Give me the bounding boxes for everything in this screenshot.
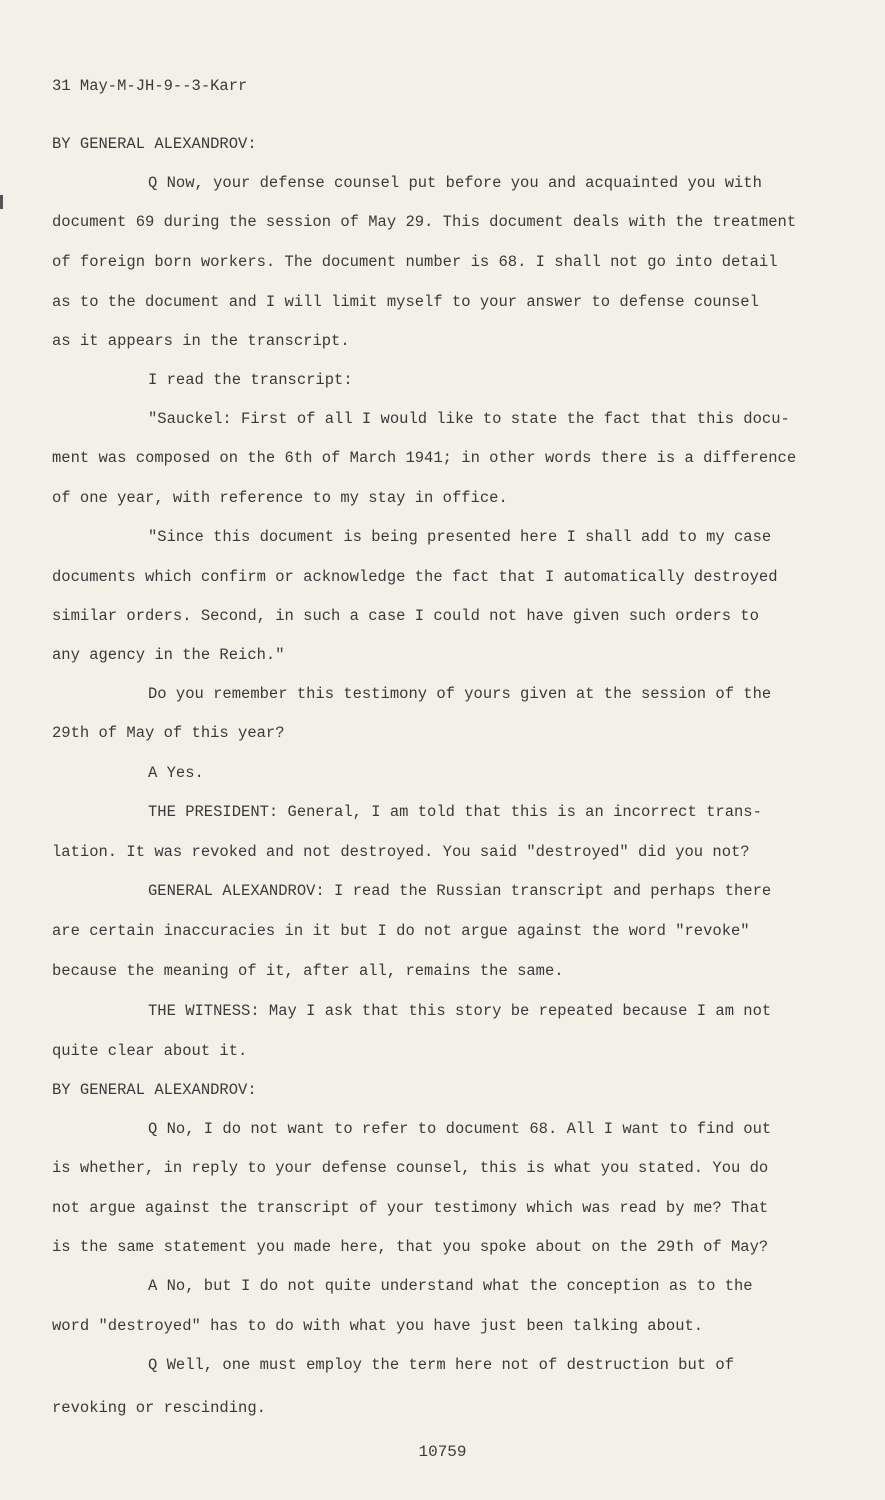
page-number: 10759 — [418, 1443, 467, 1461]
text-line: is whether, in reply to your defense counsel, this is what you stated. You do — [52, 1159, 769, 1177]
text-line: documents which confirm or acknowledge the fact that I automatically destroyed — [52, 568, 778, 586]
text-line: A No, but I do not quite understand what the conception as to the — [148, 1277, 753, 1295]
text-line: THE WITNESS: May I ask that this story be repeated because I am not — [148, 1002, 772, 1020]
text-line: as it appears in the transcript. — [52, 332, 350, 350]
text-line: ment was composed on the 6th of March 1941; in other words there is a difference — [52, 449, 797, 467]
text-line: of one year, with reference to my stay in office. — [52, 489, 508, 507]
examiner-heading: BY GENERAL ALEXANDROV: — [52, 1081, 257, 1099]
text-line: Q Now, your defense counsel put before you and acquainted you with — [148, 174, 762, 192]
page-header: 31 May-M-JH-9--3-Karr — [52, 77, 248, 95]
examiner-heading: BY GENERAL ALEXANDROV: — [52, 135, 257, 153]
text-line: are certain inaccuracies in it but I do not argue against the word "revoke" — [52, 922, 750, 940]
text-line: similar orders. Second, in such a case I could not have given such orders to — [52, 607, 759, 625]
text-line: any agency in the Reich." — [52, 646, 285, 664]
text-line: A Yes. — [148, 764, 204, 782]
text-line: word "destroyed" has to do with what you have just been talking about. — [52, 1317, 704, 1335]
text-line: Q No, I do not want to refer to document 68. All I want to find out — [148, 1120, 772, 1138]
text-line: document 69 during the session of May 29. This document deals with the treatment — [52, 213, 797, 231]
text-line: because the meaning of it, after all, remains the same. — [52, 962, 564, 980]
text-line: GENERAL ALEXANDROV: I read the Russian transcript and perhaps there — [148, 882, 772, 900]
text-line: Q Well, one must employ the term here not of destruction but of — [148, 1356, 734, 1374]
text-line: revoking or rescinding. — [52, 1399, 266, 1417]
margin-mark — [0, 195, 3, 209]
text-line: quite clear about it. — [52, 1042, 248, 1060]
text-line: I read the transcript: — [148, 371, 353, 389]
text-line: THE PRESIDENT: General, I am told that this is an incorrect trans- — [148, 803, 762, 821]
text-line: lation. It was revoked and not destroyed. You said "destroyed" did you not? — [52, 843, 750, 861]
text-line: Do you remember this testimony of yours given at the session of the — [148, 685, 772, 703]
text-line: as to the document and I will limit myself to your answer to defense counsel — [52, 293, 759, 311]
text-line: of foreign born workers. The document number is 68. I shall not go into detail — [52, 253, 778, 271]
text-line: 29th of May of this year? — [52, 724, 285, 742]
text-line: not argue against the transcript of your testimony which was read by me? That — [52, 1199, 769, 1217]
text-line: is the same statement you made here, that you spoke about on the 29th of May? — [52, 1238, 769, 1256]
text-line: "Since this document is being presented here I shall add to my case — [148, 528, 772, 546]
text-line: "Sauckel: First of all I would like to state the fact that this docu- — [148, 410, 790, 428]
